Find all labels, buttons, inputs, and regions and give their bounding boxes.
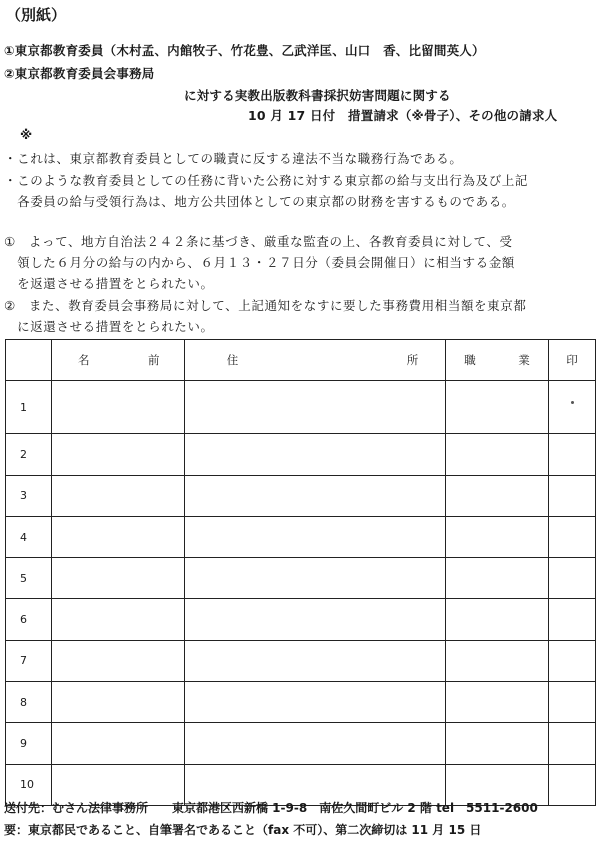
request-2-line-2: に返還させる措置をとられたい。 [4,319,214,334]
name-cell[interactable] [51,682,184,723]
page-title: （別紙） [6,6,67,24]
note-mark: ※ [20,127,33,142]
row-number: 1 [6,381,52,434]
request-1-line-3: を返還させる措置をとられたい。 [4,276,214,291]
address-cell[interactable] [184,381,446,434]
occupation-cell[interactable] [446,723,549,764]
seal-cell[interactable] [549,599,596,640]
occupation-cell[interactable] [446,381,549,434]
seal-cell[interactable] [549,381,596,434]
scan-speck [571,401,574,404]
seal-cell[interactable] [549,682,596,723]
name-cell[interactable] [51,640,184,681]
table-row [6,434,596,475]
seal-cell[interactable] [549,640,596,681]
header-number [6,340,52,381]
row-number: 9 [6,723,52,764]
header-address-a: 住 [226,353,239,367]
request-1-line-1: ① よって、地方自治法２４２条に基づき、厳重な監査の上、各教育委員に対して、受 [4,234,513,249]
address-cell[interactable] [184,723,446,764]
recipient-line-1: ①東京都教育委員（木村孟、内館牧子、竹花豊、乙武洋匡、山口 香、比留間英人） [4,43,485,58]
footer-requirements: 要：東京都民であること、自筆署名であること（fax 不可）、第二次締切は 11 月 15 日 [4,823,482,837]
row-number: 3 [6,475,52,516]
row-number: 5 [6,558,52,599]
table-row [6,682,596,723]
occupation-cell[interactable] [446,599,549,640]
seal-cell[interactable] [549,764,596,805]
seal-cell[interactable] [549,434,596,475]
address-cell[interactable] [184,599,446,640]
header-name-b: 前 [147,353,160,367]
seal-cell[interactable] [549,475,596,516]
table-row [6,558,596,599]
row-number: 8 [6,682,52,723]
row-number: 10 [6,764,52,805]
subject-line-2: 10 月 17 日付 措置請求（※骨子）、その他の請求人 [248,108,558,123]
header-occupation-a: 職 [464,353,476,367]
subject-line-1: に対する実教出版教科書採択妨害問題に関する [184,88,451,103]
bullet-3: 各委員の給与受領行為は、地方公共団体としての東京都の財務を害するものである。 [4,194,515,209]
name-cell[interactable] [51,599,184,640]
name-cell[interactable] [51,558,184,599]
address-cell[interactable] [184,434,446,475]
row-number: 7 [6,640,52,681]
name-cell[interactable] [51,381,184,434]
row-number: 4 [6,516,52,557]
row-number: 2 [6,434,52,475]
name-cell[interactable] [51,723,184,764]
bullet-1: ・これは、東京都教育委員としての職責に反する違法不当な職務行為である。 [4,151,463,166]
table-row [6,516,596,557]
address-cell[interactable] [184,475,446,516]
occupation-cell[interactable] [446,558,549,599]
header-name-a: 名 [77,353,90,367]
name-cell[interactable] [51,516,184,557]
address-cell[interactable] [184,682,446,723]
occupation-cell[interactable] [446,682,549,723]
seal-cell[interactable] [549,516,596,557]
occupation-cell[interactable] [446,434,549,475]
row-number: 6 [6,599,52,640]
footer-send-to: 送付先：むさん法律事務所 東京都港区西新橋 1-9-8 南佐久間町ビル 2 階 tel 5511-2600 [4,801,538,815]
seal-cell[interactable] [549,558,596,599]
table-row [6,599,596,640]
signature-table [5,339,596,806]
header-name [51,340,184,381]
address-cell[interactable] [184,516,446,557]
table-row [6,723,596,764]
recipient-line-2: ②東京都教育委員会事務局 [4,66,155,81]
address-cell[interactable] [184,558,446,599]
header-address [184,340,446,381]
header-occupation [446,340,549,381]
occupation-cell[interactable] [446,640,549,681]
header-occupation-b: 業 [518,353,530,367]
request-1-line-2: 領した６月分の給与の内から、６月１３・２７日分（委員会開催日）に相当する金額 [4,255,515,270]
address-cell[interactable] [184,640,446,681]
seal-cell[interactable] [549,723,596,764]
table-row [6,640,596,681]
occupation-cell[interactable] [446,475,549,516]
header-address-b: 所 [406,353,419,367]
request-2-line-1: ② また、教育委員会事務局に対して、上記通知をなすに要した事務費用相当額を東京都 [4,298,527,313]
table-row [6,381,596,434]
header-seal: 印 [549,340,596,381]
name-cell[interactable] [51,475,184,516]
name-cell[interactable] [51,434,184,475]
bullet-2: ・このような教育委員としての任務に背いた公務に対する東京都の給与支出行為及び上記 [4,173,529,188]
table-header-row [6,340,596,381]
occupation-cell[interactable] [446,516,549,557]
table-row [6,475,596,516]
